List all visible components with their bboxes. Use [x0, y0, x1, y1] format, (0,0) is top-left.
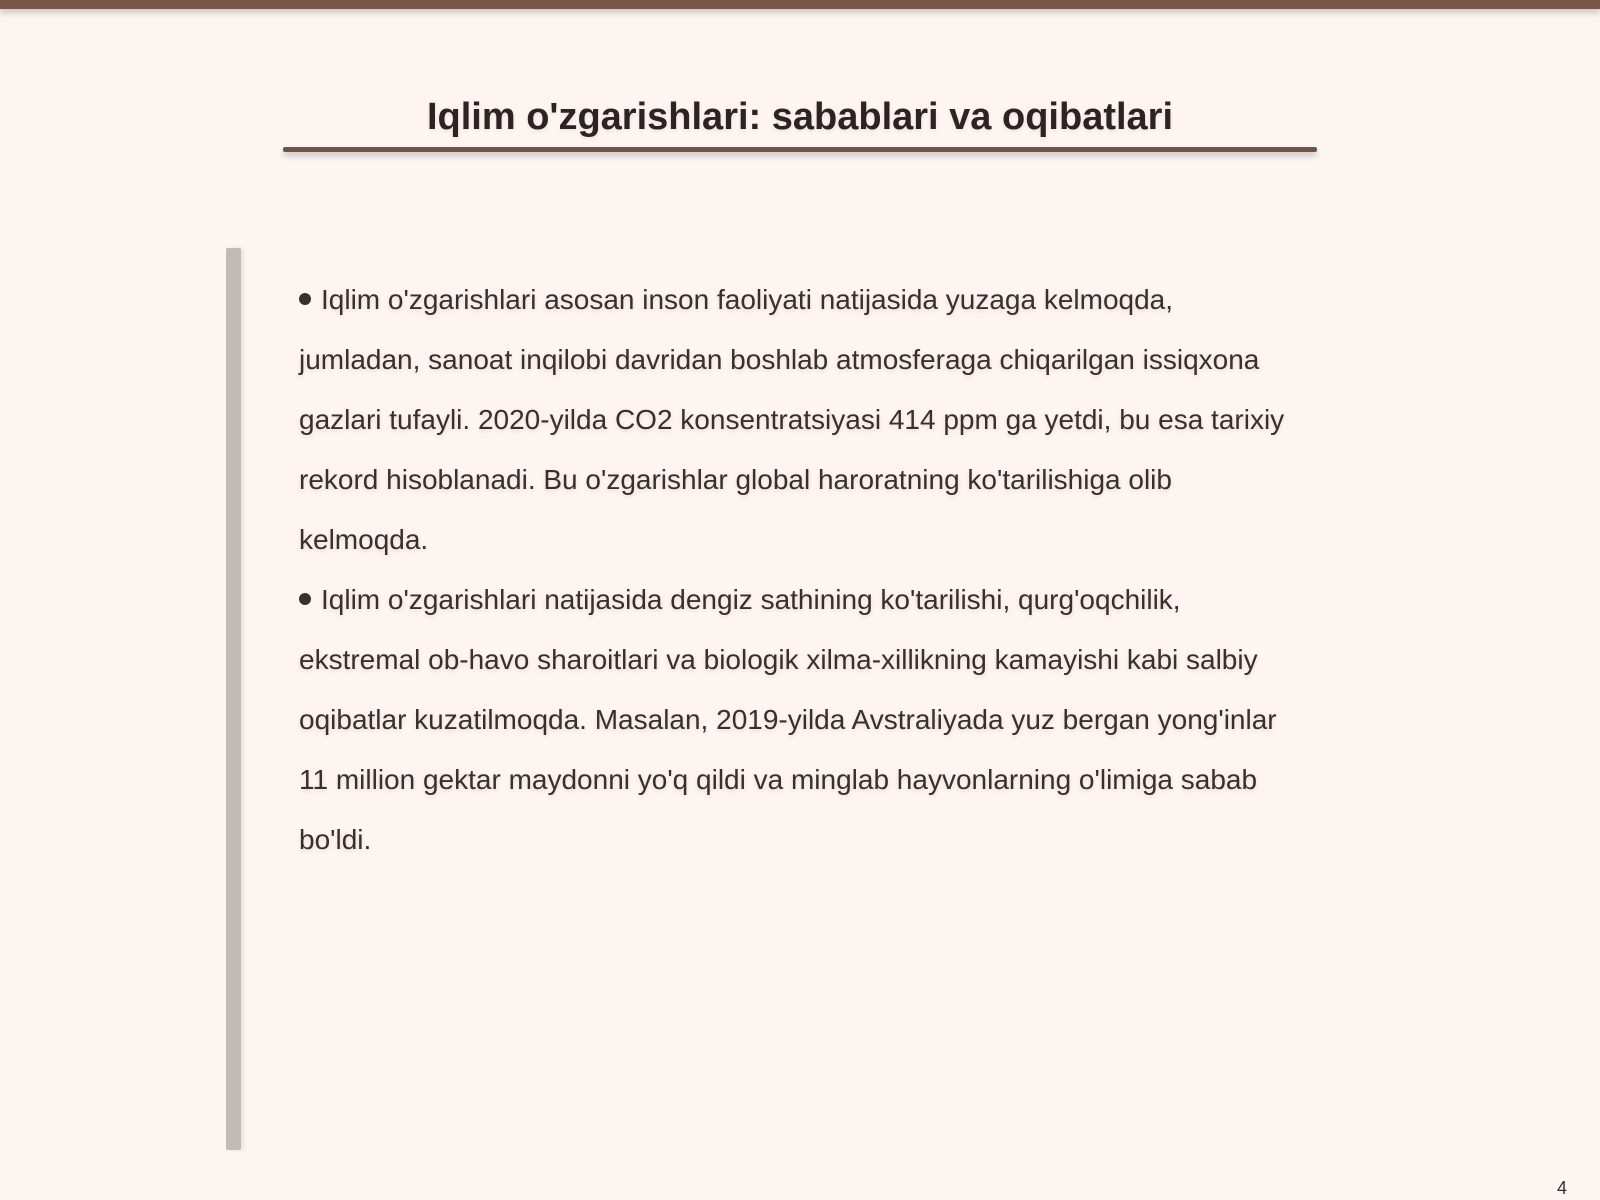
page-number: 4	[1556, 1178, 1567, 1198]
bullet-item	[299, 270, 1299, 570]
top-bar	[0, 0, 1600, 9]
bullet-icon	[299, 593, 311, 605]
bullet-item	[299, 570, 1299, 870]
bullet-icon	[299, 293, 311, 305]
accent-bar	[226, 248, 241, 1150]
bullet-text: Iqlim o'zgarishlari asosan inson faoliyati natijasida yuzaga kelmoqda, jumladan, sanoat inqilobi davridan boshlab atmosferaga chiqarilgan issiqxona gazlari tufayli. 2020-yilda CO2 konsentratsiyasi 414 ppm ga yetdi, bu esa tarixiy rekord hisoblanadi. Bu o'zgarishlar global haroratning ko'tarilishiga olib kelmoqda.	[299, 284, 1285, 555]
bullet-text: Iqlim o'zgarishlari natijasida dengiz sathining ko'tarilishi, qurg'oqchilik, ekstremal ob-havo sharoitlari va biologik xilma-xillikning kamayishi kabi salbiy oqibatlar kuzatilmoqda. Masalan, 2019-yilda Avstraliyada yuz bergan yong'inlar 11 million gektar maydonni yo'q qildi va minglab hayvonlarning o'limiga sabab bo'ldi.	[299, 584, 1277, 855]
title-underline	[283, 147, 1317, 152]
slide-content	[299, 270, 1299, 870]
slide-title: Iqlim o'zgarishlari: sabablari va oqibatlari	[426, 96, 1174, 139]
